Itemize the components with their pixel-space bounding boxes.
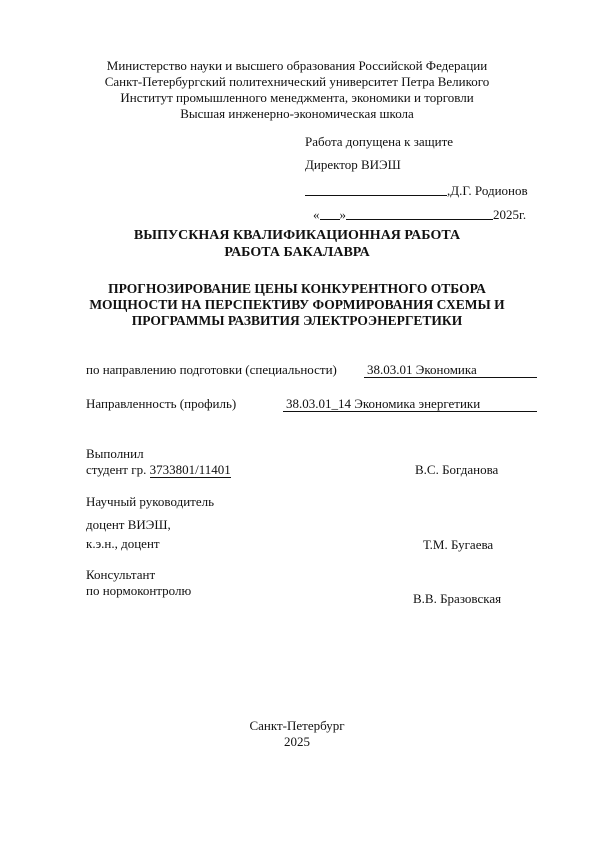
director-signature-line <box>305 182 528 199</box>
work-subtype-title: РАБОТА БАКАЛАВРА <box>224 245 370 260</box>
consultant-role: Консультант <box>86 567 156 582</box>
group-prefix: студент гр. <box>86 462 150 477</box>
consultant-scope: по нормоконтролю <box>86 583 192 598</box>
school-line: Высшая инженерно-экономическая школа <box>180 106 414 121</box>
thesis-topic <box>0 281 594 329</box>
signature-blank <box>305 182 447 196</box>
footer-city: Санкт-Петербург <box>249 718 345 733</box>
work-titles <box>0 228 594 329</box>
director-name: Д.Г. Родионов <box>450 183 528 198</box>
day-blank <box>320 206 340 220</box>
ministry-line: Министерство науки и высшего образования Российской Федерации <box>106 58 488 73</box>
approval-year: 2025г. <box>493 207 527 222</box>
supervisor-role: Научный руководитель <box>86 494 215 509</box>
topic-line: ПРОГРАММЫ РАЗВИТИЯ ЭЛЕКТРОЭНЕРГЕТИКИ <box>131 313 463 328</box>
direction-field <box>86 362 477 378</box>
quote-open: « <box>313 207 320 222</box>
supervisor-degree: к.э.н., доцент <box>86 536 160 551</box>
organization-header <box>0 58 594 122</box>
university-line: Санкт-Петербургский политехнический университет Петра Великого <box>104 74 490 89</box>
month-blank <box>346 206 493 220</box>
quote-close: » <box>339 207 346 222</box>
topic-line: МОЩНОСТИ НА ПЕРСПЕКТИВУ ФОРМИРОВАНИЯ СХЕМЫ И <box>89 297 505 312</box>
city-year-footer <box>0 718 594 750</box>
author-group-line <box>86 462 231 478</box>
consultant-name: В.В. Бразовская <box>413 591 502 606</box>
supervisor-name: Т.М. Бугаева <box>423 537 494 552</box>
author-name: В.С. Богданова <box>415 462 499 477</box>
direction-value: 38.03.01 Экономика <box>364 362 537 378</box>
profile-label: Направленность (профиль) <box>86 396 237 411</box>
topic-line: ПРОГНОЗИРОВАНИЕ ЦЕНЫ КОНКУРЕНТНОГО ОТБОРА <box>108 281 486 296</box>
profile-field <box>86 396 481 412</box>
work-type-title: ВЫПУСКНАЯ КВАЛИФИКАЦИОННАЯ РАБОТА <box>133 228 461 243</box>
admitted-text: Работа допущена к защите <box>305 134 454 149</box>
supervisor-position: доцент ВИЭШ, <box>86 517 171 532</box>
approval-date-line <box>313 206 526 223</box>
direction-label: по направлению подготовки (специальности) <box>86 362 337 377</box>
group-number: 3733801/11401 <box>149 462 231 477</box>
author-role: Выполнил <box>86 446 144 461</box>
director-title: Директор ВИЭШ <box>305 157 401 172</box>
profile-value: 38.03.01_14 Экономика энергетики <box>283 396 537 412</box>
footer-year: 2025 <box>284 734 310 749</box>
name-comma: , <box>447 183 451 198</box>
institute-line: Институт промышленного менеджмента, экономики и торговли <box>120 90 474 105</box>
